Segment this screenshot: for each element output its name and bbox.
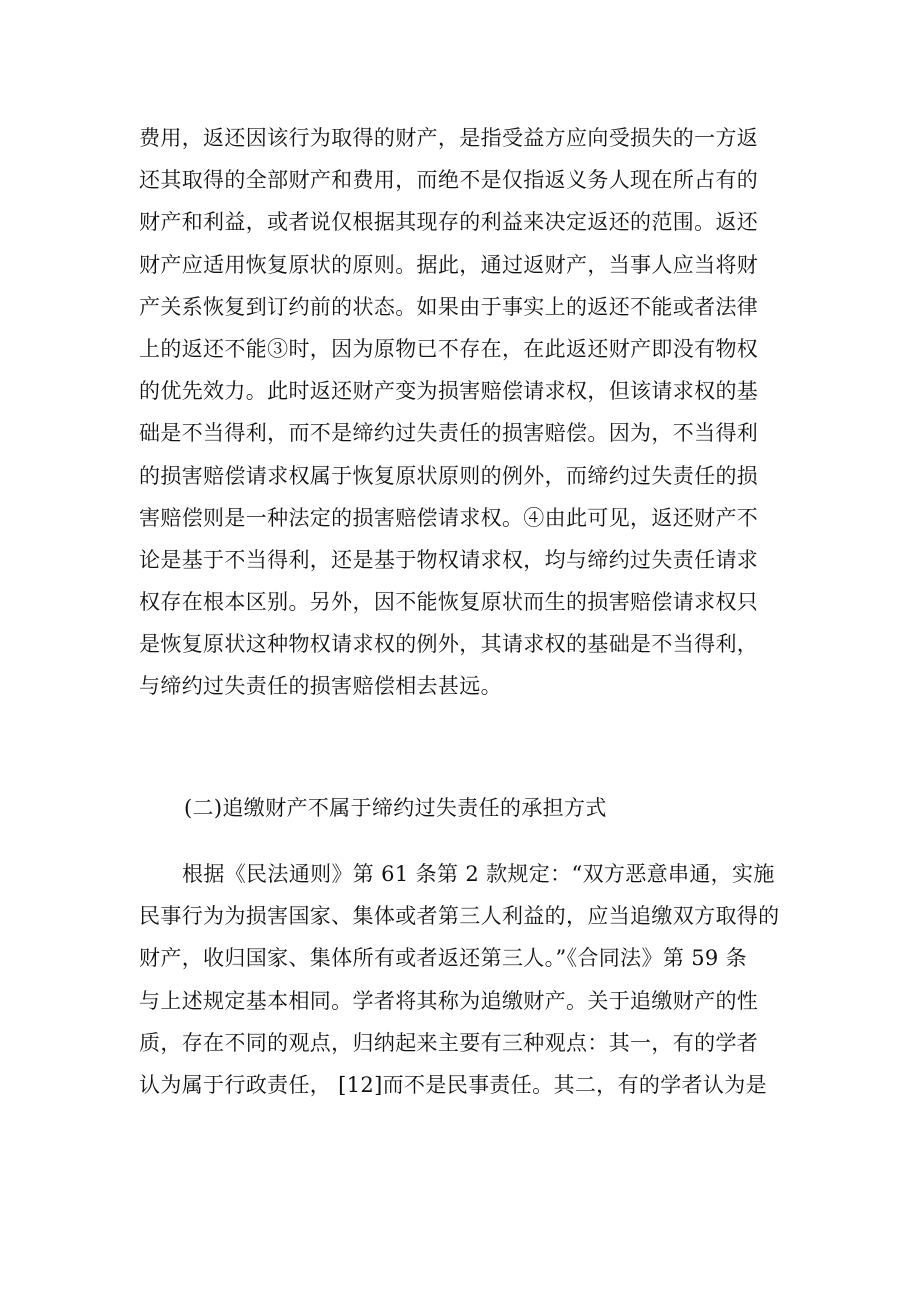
paragraph-line: 的损害赔偿请求权属于恢复原状原则的例外，而缔约过失责任的损 (139, 463, 759, 488)
paragraph-confiscation (139, 853, 779, 1106)
paragraph-line: 础是不当得利，而不是缔约过失责任的损害赔偿。因为，不当得利 (139, 421, 759, 446)
paragraph-return-of-property (139, 117, 779, 708)
paragraph-line: 害赔偿则是一种法定的损害赔偿请求权。④由此可见，返还财产不 (139, 505, 759, 530)
paragraph-line: 财产和利益，或者说仅根据其现存的利益来决定返还的范围。返还 (139, 210, 759, 235)
paragraph-line: 的优先效力。此时返还财产变为损害赔偿请求权，但该请求权的基 (139, 379, 759, 404)
paragraph-line: 产关系恢复到订约前的状态。如果由于事实上的返还不能或者法律 (139, 294, 759, 319)
paragraph-line: 认为属于行政责任， [12]而不是民事责任。其二，有的学者认为是 (139, 1072, 767, 1097)
paragraph-line: 根据《民法通则》第 61 条第 2 款规定：“双方恶意串通，实施 (182, 862, 775, 886)
paragraph-line: 质，存在不同的观点，归纳起来主要有三种观点：其一，有的学者 (139, 1030, 759, 1055)
section-heading-text: (二)追缴财产不属于缔约过失责任的承担方式 (184, 796, 607, 820)
paragraph-line: 费用，返还因该行为取得的财产，是指受益方应向受损失的一方返 (139, 126, 759, 150)
paragraph-line: 与缔约过失责任的损害赔偿相去甚远。 (139, 674, 502, 699)
paragraph-line: 上的返还不能③时，因为原物已不存在，在此返还财产即没有物权 (139, 336, 759, 361)
paragraph-line: 与上述规定基本相同。学者将其称为追缴财产。关于追缴财产的性 (139, 988, 759, 1013)
paragraph-line: 财产，收归国家、集体所有或者返还第三人。”《合同法》第 59 条 (139, 946, 748, 971)
paragraph-line: 论是基于不当得利，还是基于物权请求权，均与缔约过失责任请求 (139, 547, 759, 572)
paragraph-line: 还其取得的全部财产和费用，而绝不是仅指返义务人现在所占有的 (139, 168, 759, 193)
paragraph-line: 是恢复原状这种物权请求权的例外，其请求权的基础是不当得利， (139, 632, 759, 657)
paragraph-line: 权存在根本区别。另外，因不能恢复原状而生的损害赔偿请求权只 (139, 590, 759, 615)
section-heading (184, 787, 824, 829)
paragraph-line: 财产应适用恢复原状的原则。据此，通过返财产，当事人应当将财 (139, 252, 759, 277)
paragraph-line: 民事行为为损害国家、集体或者第三人利益的，应当追缴双方取得的 (139, 904, 780, 929)
